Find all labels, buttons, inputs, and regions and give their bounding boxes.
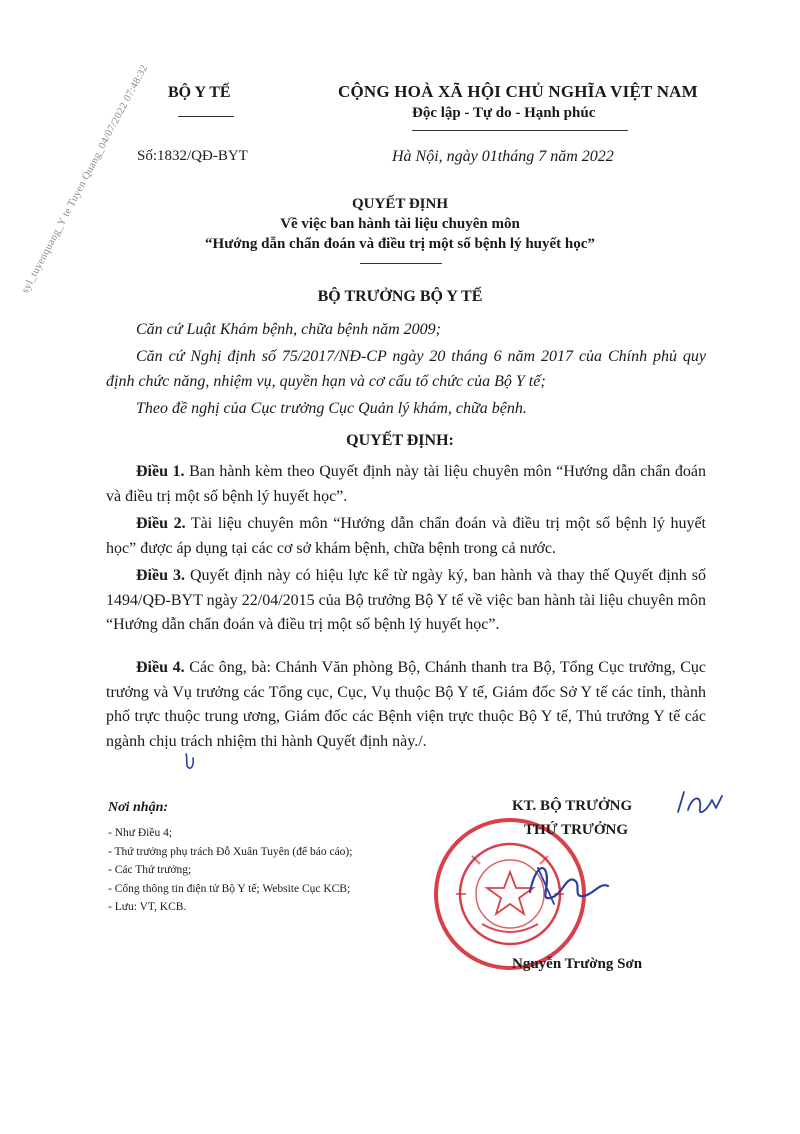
issuing-organization: BỘ Y TẾ bbox=[168, 84, 231, 101]
article-label: Điều 3. bbox=[136, 567, 185, 584]
article-2 bbox=[106, 512, 706, 561]
handwritten-initial bbox=[672, 782, 728, 830]
national-title: CỘNG HOÀ XÃ HỘI CHỦ NGHĨA VIỆT NAM bbox=[338, 82, 698, 101]
article-label: Điều 1. bbox=[136, 463, 185, 480]
document-subject-quote: “Hướng dẫn chẩn đoán và điều trị một số bệnh lý huyết học” bbox=[205, 236, 595, 252]
initial-tick-mark bbox=[182, 750, 198, 772]
preamble-item: Căn cứ Luật Khám bệnh, chữa bệnh năm 2009; bbox=[136, 321, 441, 338]
article-text: Các ông, bà: Chánh Văn phòng Bộ, Chánh thanh tra Bộ, Tổng Cục trưởng, Cục trưởng và Vụ trưởng các Tổng cục, Cục, Vụ thuộc Bộ Y tế, Giám đốc Sở Y tế các tỉnh, thành phố trực thuộc trung ương, Giám đốc các Bệnh viện trực thuộc Bộ Y tế, Thủ trưởng Y tế các ngành chịu trách nhiệm thi hành Quyết định này./. bbox=[106, 659, 706, 750]
list-item: - Thứ trưởng phụ trách Đỗ Xuân Tuyên (để báo cáo); bbox=[108, 845, 353, 858]
list-item: - Cổng thông tin điện tử Bộ Y tế; Website Cục KCB; bbox=[108, 882, 351, 895]
article-1 bbox=[106, 460, 706, 509]
article-text: Quyết định này có hiệu lực kể từ ngày ký, ban hành và thay thế Quyết định số 1494/QĐ-BYT ngày 22/04/2015 của Bộ trưởng Bộ Y tế về việc ban hành tài liệu chuyên môn “Hướng dẫn chẩn đoán và điều trị một số bệnh lý huyết học”. bbox=[106, 567, 706, 634]
decision-heading: QUYẾT ĐỊNH: bbox=[346, 432, 454, 449]
signer-name: Nguyễn Trường Sơn bbox=[512, 956, 643, 972]
list-item: - Lưu: VT, KCB. bbox=[108, 901, 187, 913]
issuing-authority: BỘ TRƯỞNG BỘ Y TẾ bbox=[317, 288, 483, 305]
digital-signature-watermark: syl_tuyenquang_Y te Tuyen Quang_04/07/2022 07:48:32 bbox=[20, 63, 151, 296]
list-item: - Như Điều 4; bbox=[108, 827, 173, 839]
document-number: Số:1832/QĐ-BYT bbox=[137, 148, 248, 164]
list-item: - Các Thứ trưởng; bbox=[108, 864, 192, 876]
preamble-item: Căn cứ Nghị định số 75/2017/NĐ-CP ngày 20 tháng 6 năm 2017 của Chính phủ quy định chức năng, nhiệm vụ, quyền hạn và cơ cấu tổ chức của Bộ Y tế; bbox=[106, 348, 706, 390]
article-3 bbox=[106, 564, 706, 638]
article-text: Ban hành kèm theo Quyết định này tài liệu chuyên môn “Hướng dẫn chẩn đoán và điều trị một số bệnh lý huyết học”. bbox=[106, 463, 707, 505]
handwritten-signature bbox=[520, 852, 620, 912]
recipients-heading: Nơi nhận: bbox=[108, 800, 169, 815]
organization-underline bbox=[178, 116, 234, 117]
article-text: Tài liệu chuyên môn “Hướng dẫn chẩn đoán và điều trị một số bệnh lý huyết học” được áp dụng tại các cơ sở khám bệnh, chữa bệnh trong cả nước. bbox=[106, 515, 707, 557]
article-label: Điều 4. bbox=[136, 659, 185, 676]
document-subject-line: Về việc ban hành tài liệu chuyên môn bbox=[280, 216, 520, 232]
recipients-list bbox=[108, 824, 352, 917]
motto-underline bbox=[412, 130, 628, 131]
article-4 bbox=[106, 656, 706, 754]
document-type-title: QUYẾT ĐỊNH bbox=[352, 196, 448, 212]
national-motto: Độc lập - Tự do - Hạnh phúc bbox=[412, 105, 596, 121]
signature-block-position: THỨ TRƯỞNG bbox=[524, 822, 629, 838]
preamble-item: Theo đề nghị của Cục trưởng Cục Quản lý khám, chữa bệnh. bbox=[136, 400, 527, 417]
signature-block-title: KT. BỘ TRƯỞNG bbox=[512, 798, 633, 814]
place-and-date: Hà Nội, ngày 01tháng 7 năm 2022 bbox=[392, 148, 614, 165]
title-underline bbox=[360, 263, 442, 264]
article-label: Điều 2. bbox=[136, 515, 186, 532]
